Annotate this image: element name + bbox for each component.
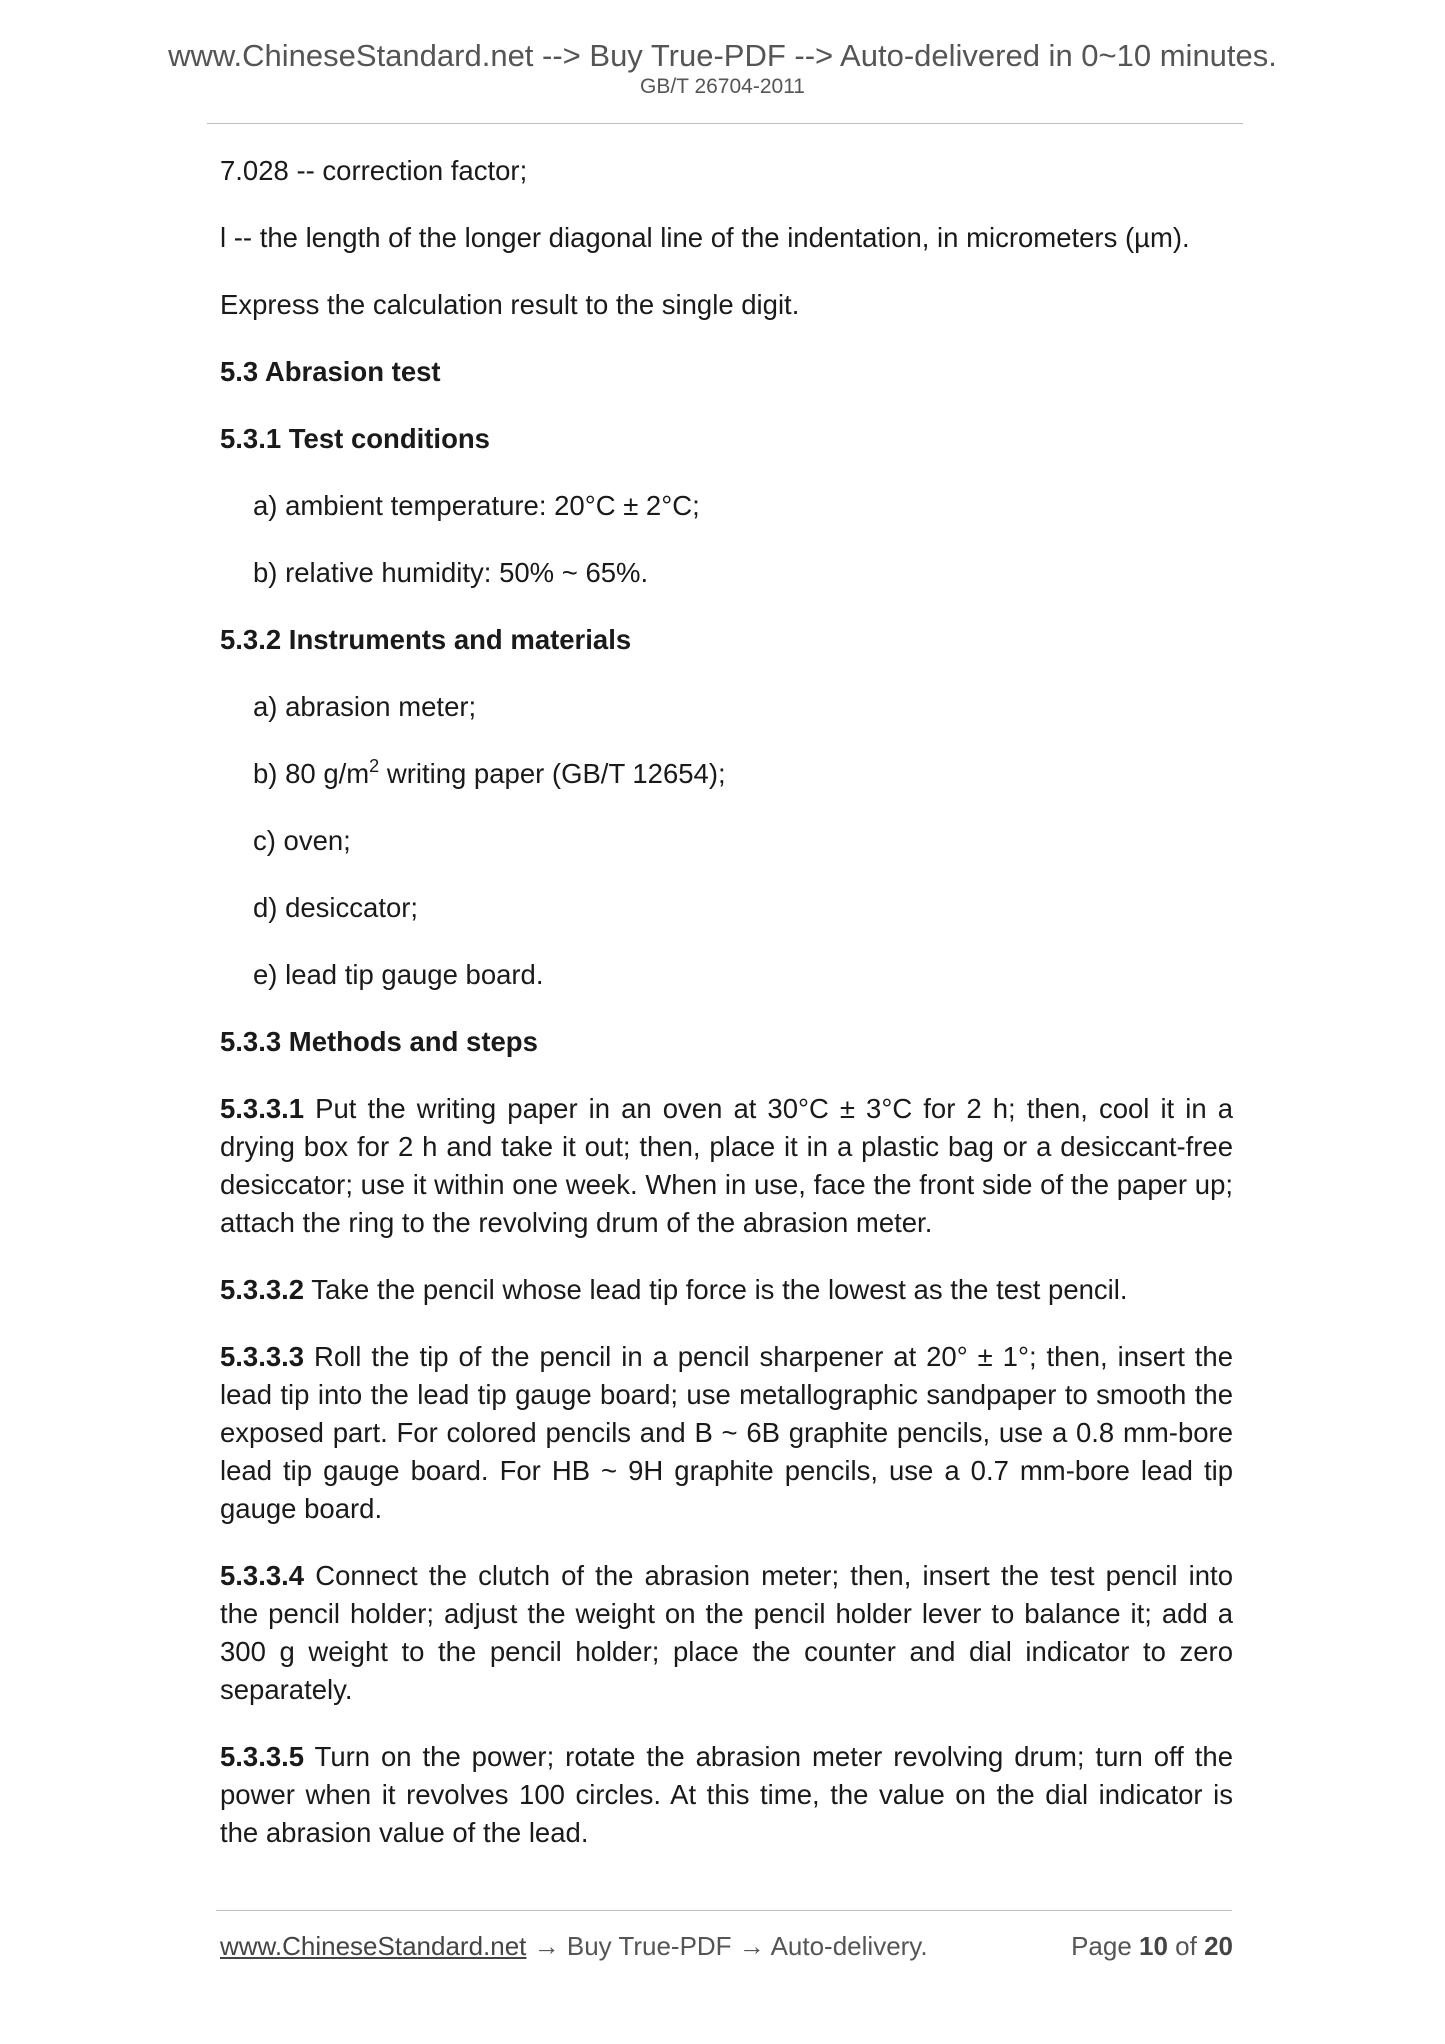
step-number: 5.3.3.1 <box>220 1093 305 1124</box>
section-5-3-3-heading: 5.3.3 Methods and steps <box>220 1026 538 1057</box>
instrument-b-post: writing paper (GB/T 12654); <box>379 758 726 789</box>
step-text: Turn on the power; rotate the abrasion meter revolving drum; turn off the power when it revolves 100 circles. At this time, the value on the dial indicator is the abrasion value of the lead. <box>220 1741 1233 1848</box>
page-current: 10 <box>1139 1931 1168 1961</box>
l-definition-line: l -- the length of the longer diagonal line of the indentation, in micrometers (µm). <box>220 222 1190 253</box>
footer-tagline: → Buy True-PDF → Auto-delivery. <box>526 1931 928 1961</box>
section-5-3-1-heading: 5.3.1 Test conditions <box>220 423 490 454</box>
of-word: of <box>1167 1931 1205 1961</box>
step-5-3-3-4 <box>220 1557 1233 1709</box>
footer-divider <box>216 1910 1232 1911</box>
header-banner: www.ChineseStandard.net --> Buy True-PDF --> Auto-delivered in 0~10 minutes. <box>168 38 1277 73</box>
step-5-3-3-2 <box>220 1271 1233 1309</box>
instrument-b-pre: b) 80 g/m <box>253 758 370 789</box>
page-total: 20 <box>1204 1931 1233 1961</box>
step-text: Take the pencil whose lead tip force is the lowest as the test pencil. <box>304 1274 1128 1305</box>
step-5-3-3-3 <box>220 1338 1233 1528</box>
header-divider <box>207 123 1243 124</box>
express-result-line: Express the calculation result to the single digit. <box>220 289 800 320</box>
condition-item-a: a) ambient temperature: 20°C ± 2°C; <box>253 490 700 521</box>
footer-site-link[interactable]: www.ChineseStandard.net <box>220 1931 527 1961</box>
step-5-3-3-5 <box>220 1738 1233 1852</box>
step-text: Connect the clutch of the abrasion meter; then, insert the test pencil into the pencil holder; adjust the weight on the pencil holder lever to balance it; add a 300 g weight to the pencil holder; place the counter and dial indicator to zero separately. <box>220 1560 1233 1705</box>
step-number: 5.3.3.5 <box>220 1741 305 1772</box>
page-word: Page <box>1071 1931 1140 1961</box>
step-text: Roll the tip of the pencil in a pencil sharpener at 20° ± 1°; then, insert the lead tip into the lead tip gauge board; use metallographic sandpaper to smooth the exposed part. For colored pencils and B ~ 6B graphite pencils, use a 0.8 mm-bore lead tip gauge board. For HB ~ 9H graphite pencils, use a 0.7 mm-bore lead tip gauge board. <box>220 1341 1233 1524</box>
step-text: Put the writing paper in an oven at 30°C ± 3°C for 2 h; then, cool it in a drying box for 2 h and take it out; then, place it in a plastic bag or a desiccant-free desiccator; use it within one week. When in use, face the front side of the paper up; attach the ring to the revolving drum of the abrasion meter. <box>220 1093 1233 1238</box>
step-number: 5.3.3.4 <box>220 1560 305 1591</box>
step-5-3-3-1 <box>220 1090 1233 1242</box>
instrument-item-b <box>220 755 1233 793</box>
condition-item-b: b) relative humidity: 50% ~ 65%. <box>253 557 649 588</box>
step-number: 5.3.3.3 <box>220 1341 305 1372</box>
instrument-item-e: e) lead tip gauge board. <box>253 959 544 990</box>
page-footer <box>220 1929 1233 1963</box>
correction-factor-line: 7.028 -- correction factor; <box>220 155 528 186</box>
instrument-item-a: a) abrasion meter; <box>253 691 477 722</box>
page-content <box>220 152 1233 1852</box>
section-5-3-2-heading: 5.3.2 Instruments and materials <box>220 624 632 655</box>
instrument-b-superscript: 2 <box>369 756 380 776</box>
instrument-item-d: d) desiccator; <box>253 892 419 923</box>
standard-code: GB/T 26704-2011 <box>639 75 805 98</box>
step-number: 5.3.3.2 <box>220 1274 305 1305</box>
instrument-item-c: c) oven; <box>253 825 351 856</box>
page-number <box>1071 1929 1233 1963</box>
section-5-3-heading: 5.3 Abrasion test <box>220 356 441 387</box>
